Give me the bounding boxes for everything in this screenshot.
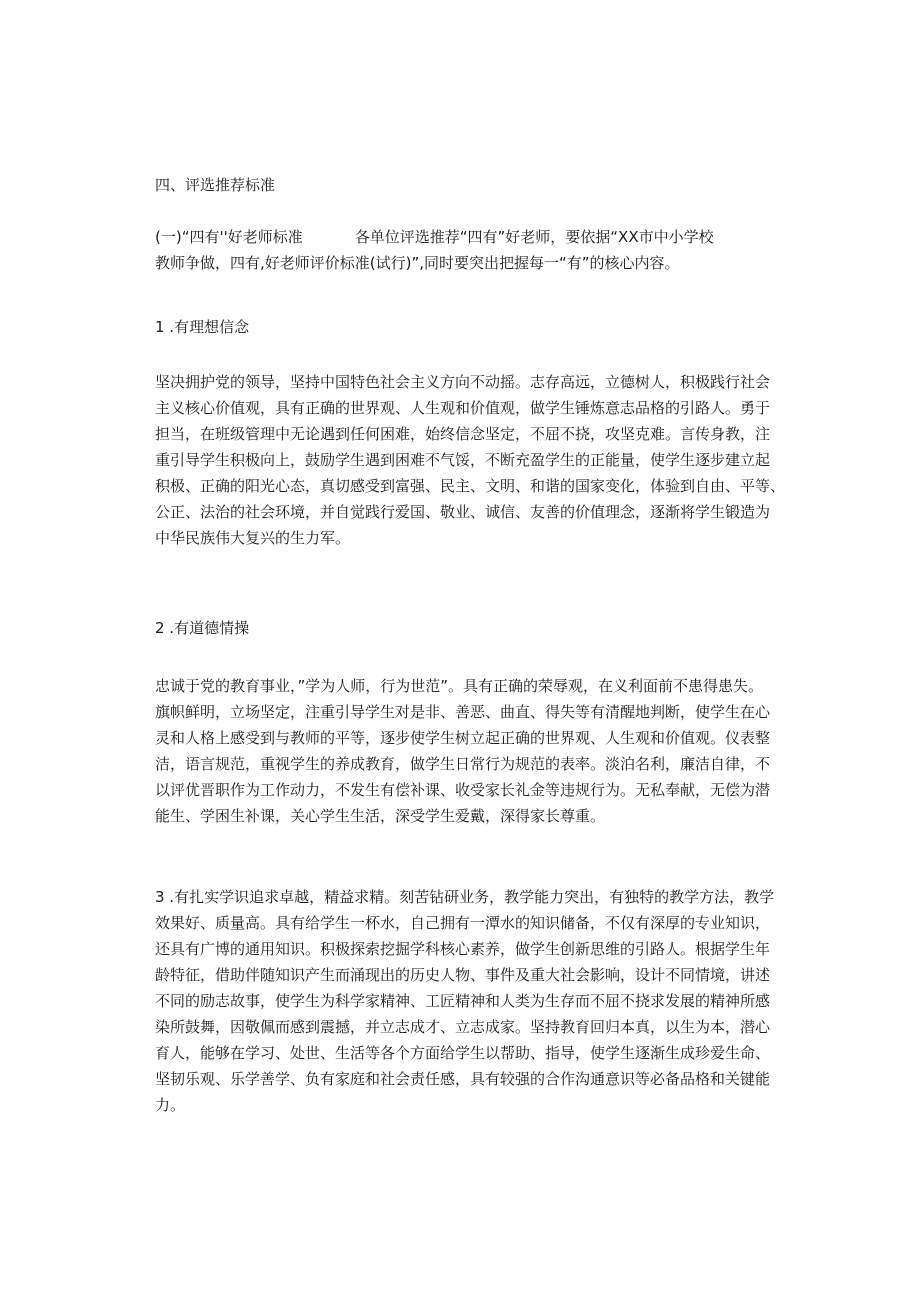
intro-line-1-text: 各单位评选推荐“四有”好老师，要依据“XX市中小学校	[354, 228, 714, 246]
item-2-paragraph	[155, 673, 771, 829]
paragraph-line: 中华民族伟大复兴的生力军。	[155, 529, 351, 547]
paragraph-line: 灵和人格上感受到与教师的平等，逐步使学生树立起正确的世界观、人生观和价值观。仪表整	[155, 729, 771, 747]
paragraph-line: 担当，在班级管理中无论遇到任何困难，始终信念坚定，不屈不挠，攻坚克难。言传身教，注	[155, 425, 771, 443]
paragraph-line: 重引导学生积极向上，鼓励学生遇到困难不气馁，不断充盈学生的正能量，使学生逐步建立起	[155, 451, 771, 469]
paragraph-line: 坚决拥护党的领导，坚持中国特色社会主义方向不动摇。志存高远，立德树人，积极践行社会	[155, 373, 771, 391]
intro-label: (一)“四有''好老师标准	[155, 228, 303, 246]
intro-paragraph	[155, 224, 767, 276]
paragraph-line: 忠诚于党的教育事业，”学为人师，行为世范”。具有正确的荣辱观，在义利面前不患得患失。	[155, 677, 764, 695]
paragraph-line: 龄特征，借助伴随知识产生而涌现出的历史人物、事件及重大社会影响，设计不同情境，讲述	[155, 966, 771, 984]
paragraph-line: 洁，语言规范，重视学生的养成教育，做学生日常行为规范的表率。淡泊名利，廉洁自律，不	[155, 755, 771, 773]
paragraph-line: 能生、学困生补课，关心学生生活，深受学生爱戴，深得家长尊重。	[155, 807, 606, 825]
paragraph-line: 染所鼓舞，因敬佩而感到震撼，并立志成才、立志成家。坚持教育回归本真，以生为本，潜心	[155, 1018, 771, 1036]
intro-line-1	[155, 224, 767, 250]
paragraph-line: 旗帜鲜明，立场坚定，注重引导学生对是非、善恶、曲直、得失等有清醒地判断，使学生在心	[155, 703, 771, 721]
paragraph-line: 以评优晋职作为工作动力，不发生有偿补课、收受家长礼金等违规行为。无私奉献，无偿为潜	[155, 781, 771, 799]
item-1-paragraph	[155, 369, 786, 551]
paragraph-line: 育人，能够在学习、处世、生活等各个方面给学生以帮助、指导，使学生逐渐生成珍爱生命、	[155, 1044, 771, 1062]
paragraph-line: 坚韧乐观、乐学善学、负有家庭和社会责任感，具有较强的合作沟通意识等必备品格和关键能	[155, 1070, 771, 1088]
paragraph-line: 3 .有扎实学识追求卓越，精益求精。刻苦钻研业务，教学能力突出，有独特的教学方法，教学	[155, 888, 775, 906]
paragraph-line: 不同的励志故事，使学生为科学家精神、工匠精神和人类为生存而不屈不挠求发展的精神所感	[155, 992, 771, 1010]
paragraph-line: 还具有广博的通用知识。积极探索挖掘学科核心素养，做学生创新思维的引路人。根据学生年	[155, 940, 771, 958]
intro-line-2: 教师争做，四有,好老师评价标准(试行)”,同时要突出把握每一“有”的核心内容。	[155, 254, 680, 272]
paragraph-line: 力。	[155, 1096, 186, 1114]
paragraph-line: 公正、法治的社会环境，并自觉践行爱国、敬业、诚信、友善的价值理念，逐渐将学生锻造为	[155, 503, 771, 521]
item-2-heading: 2 .有道德情操	[155, 619, 250, 637]
item-3-paragraph	[155, 884, 775, 1118]
section-title: 四、评选推荐标准	[155, 176, 276, 194]
paragraph-line: 积极、正确的阳光心态，真切感受到富强、民主、文明、和谐的国家变化，体验到自由、平等、	[155, 477, 786, 495]
paragraph-line: 主义核心价值观，具有正确的世界观、人生观和价值观，做学生锤炼意志品格的引路人。勇于	[155, 399, 771, 417]
paragraph-line: 效果好、质量高。具有给学生一杯水，自己拥有一潭水的知识储备，不仅有深厚的专业知识，	[155, 914, 771, 932]
item-1-heading: 1 .有理想信念	[155, 318, 250, 336]
